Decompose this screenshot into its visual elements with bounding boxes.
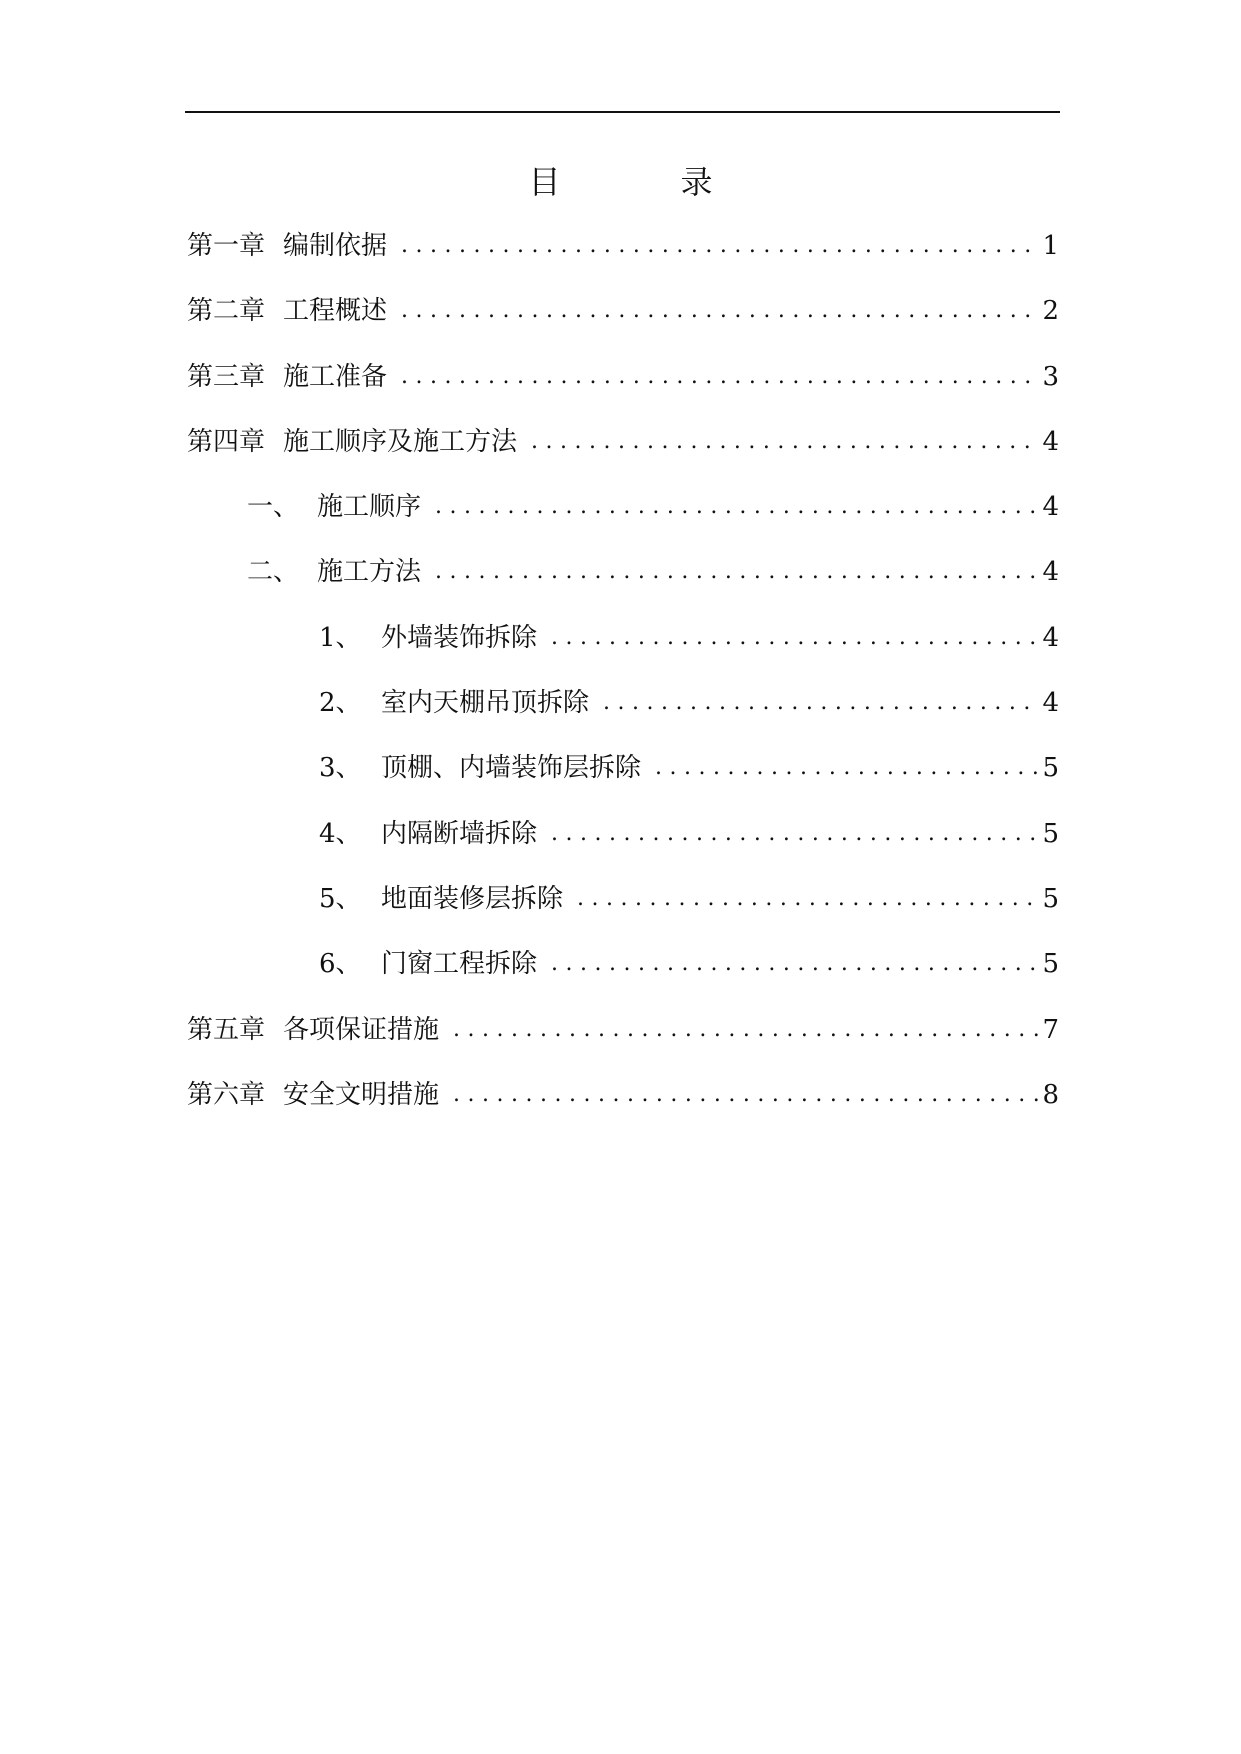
toc-entry-page: 1 bbox=[1042, 231, 1059, 261]
toc-entry[interactable] bbox=[187, 618, 1059, 683]
toc-entry[interactable] bbox=[187, 487, 1059, 552]
toc-entry-number: 第五章 bbox=[187, 1014, 266, 1045]
toc-title: 目 录 bbox=[528, 163, 757, 201]
toc-entry-number: 一、 bbox=[247, 492, 300, 523]
toc-entry-page: 4 bbox=[1042, 688, 1059, 719]
toc-entry-title: 外墙装饰拆除 bbox=[381, 622, 538, 653]
toc-entry-number: 6、 bbox=[319, 949, 362, 980]
toc-entry-number: 2、 bbox=[319, 688, 362, 719]
toc-entry[interactable] bbox=[187, 944, 1059, 1009]
toc-entry-page: 4 bbox=[1042, 426, 1059, 457]
toc-dot-leader bbox=[401, 357, 1038, 397]
toc-dot-leader bbox=[453, 1010, 1038, 1050]
toc-entry-title: 顶棚、内墙装饰层拆除 bbox=[381, 753, 642, 784]
toc-entry-number: 3、 bbox=[319, 753, 362, 784]
toc-entry-page: 5 bbox=[1042, 949, 1059, 980]
toc-dot-leader bbox=[401, 226, 1038, 266]
toc-entry-page: 3 bbox=[1042, 361, 1059, 392]
toc-entry-number: 第三章 bbox=[187, 361, 266, 392]
toc-dot-leader bbox=[603, 683, 1038, 723]
toc-dot-leader bbox=[401, 291, 1038, 331]
header-rule bbox=[185, 111, 1060, 113]
toc-dot-leader bbox=[453, 1075, 1038, 1115]
toc-entry[interactable] bbox=[187, 552, 1059, 617]
toc-entry-title: 施工方法 bbox=[317, 557, 422, 588]
toc-entry[interactable] bbox=[187, 422, 1059, 487]
toc-entry-page: 7 bbox=[1042, 1014, 1059, 1045]
toc-entry-number: 第四章 bbox=[187, 426, 266, 457]
toc-entry[interactable] bbox=[187, 814, 1059, 879]
toc-entry[interactable] bbox=[187, 357, 1059, 422]
toc-entry-number: 1、 bbox=[319, 622, 362, 653]
toc-dot-leader bbox=[551, 944, 1038, 984]
toc-dot-leader bbox=[531, 422, 1038, 462]
toc-entry[interactable] bbox=[187, 683, 1059, 748]
toc-entry-page: 5 bbox=[1042, 883, 1059, 914]
toc-entry-number: 第一章 bbox=[187, 231, 266, 261]
toc-entry-title: 工程概述 bbox=[283, 296, 388, 327]
toc-entry-page: 5 bbox=[1042, 753, 1059, 784]
toc-entry-page: 5 bbox=[1042, 818, 1059, 849]
toc-entry[interactable] bbox=[187, 226, 1059, 291]
toc-entry-title: 施工准备 bbox=[283, 361, 388, 392]
toc-entry-title: 门窗工程拆除 bbox=[381, 949, 538, 980]
toc-dot-leader bbox=[577, 879, 1038, 919]
toc-entry-title: 地面装修层拆除 bbox=[381, 883, 564, 914]
toc-entry[interactable] bbox=[187, 291, 1059, 356]
table-of-contents bbox=[187, 226, 1059, 1140]
toc-entry[interactable] bbox=[187, 1075, 1059, 1140]
toc-entry-title: 安全文明措施 bbox=[283, 1079, 440, 1110]
toc-dot-leader bbox=[435, 552, 1038, 592]
toc-dot-leader bbox=[435, 487, 1038, 527]
toc-entry-title: 施工顺序 bbox=[317, 492, 422, 523]
toc-entry-title: 编制依据 bbox=[283, 231, 388, 261]
toc-entry-page: 2 bbox=[1042, 296, 1059, 327]
toc-dot-leader bbox=[551, 814, 1038, 854]
toc-entry-number: 第二章 bbox=[187, 296, 266, 327]
toc-dot-leader bbox=[551, 618, 1038, 658]
toc-entry-number: 5、 bbox=[319, 883, 362, 914]
toc-entry-number: 第六章 bbox=[187, 1079, 266, 1110]
toc-entry-number: 二、 bbox=[247, 557, 300, 588]
toc-entry-number: 4、 bbox=[319, 818, 362, 849]
toc-entry-page: 8 bbox=[1042, 1079, 1059, 1110]
toc-entry-title: 各项保证措施 bbox=[283, 1014, 440, 1045]
toc-entry-page: 4 bbox=[1042, 622, 1059, 653]
toc-entry-page: 4 bbox=[1042, 557, 1059, 588]
toc-entry[interactable] bbox=[187, 1010, 1059, 1075]
toc-dot-leader bbox=[655, 748, 1038, 788]
toc-entry-title: 内隔断墙拆除 bbox=[381, 818, 538, 849]
toc-entry-title: 施工顺序及施工方法 bbox=[283, 426, 518, 457]
toc-entry[interactable] bbox=[187, 748, 1059, 813]
toc-entry-title: 室内天棚吊顶拆除 bbox=[381, 688, 590, 719]
toc-entry[interactable] bbox=[187, 879, 1059, 944]
toc-entry-page: 4 bbox=[1042, 492, 1059, 523]
